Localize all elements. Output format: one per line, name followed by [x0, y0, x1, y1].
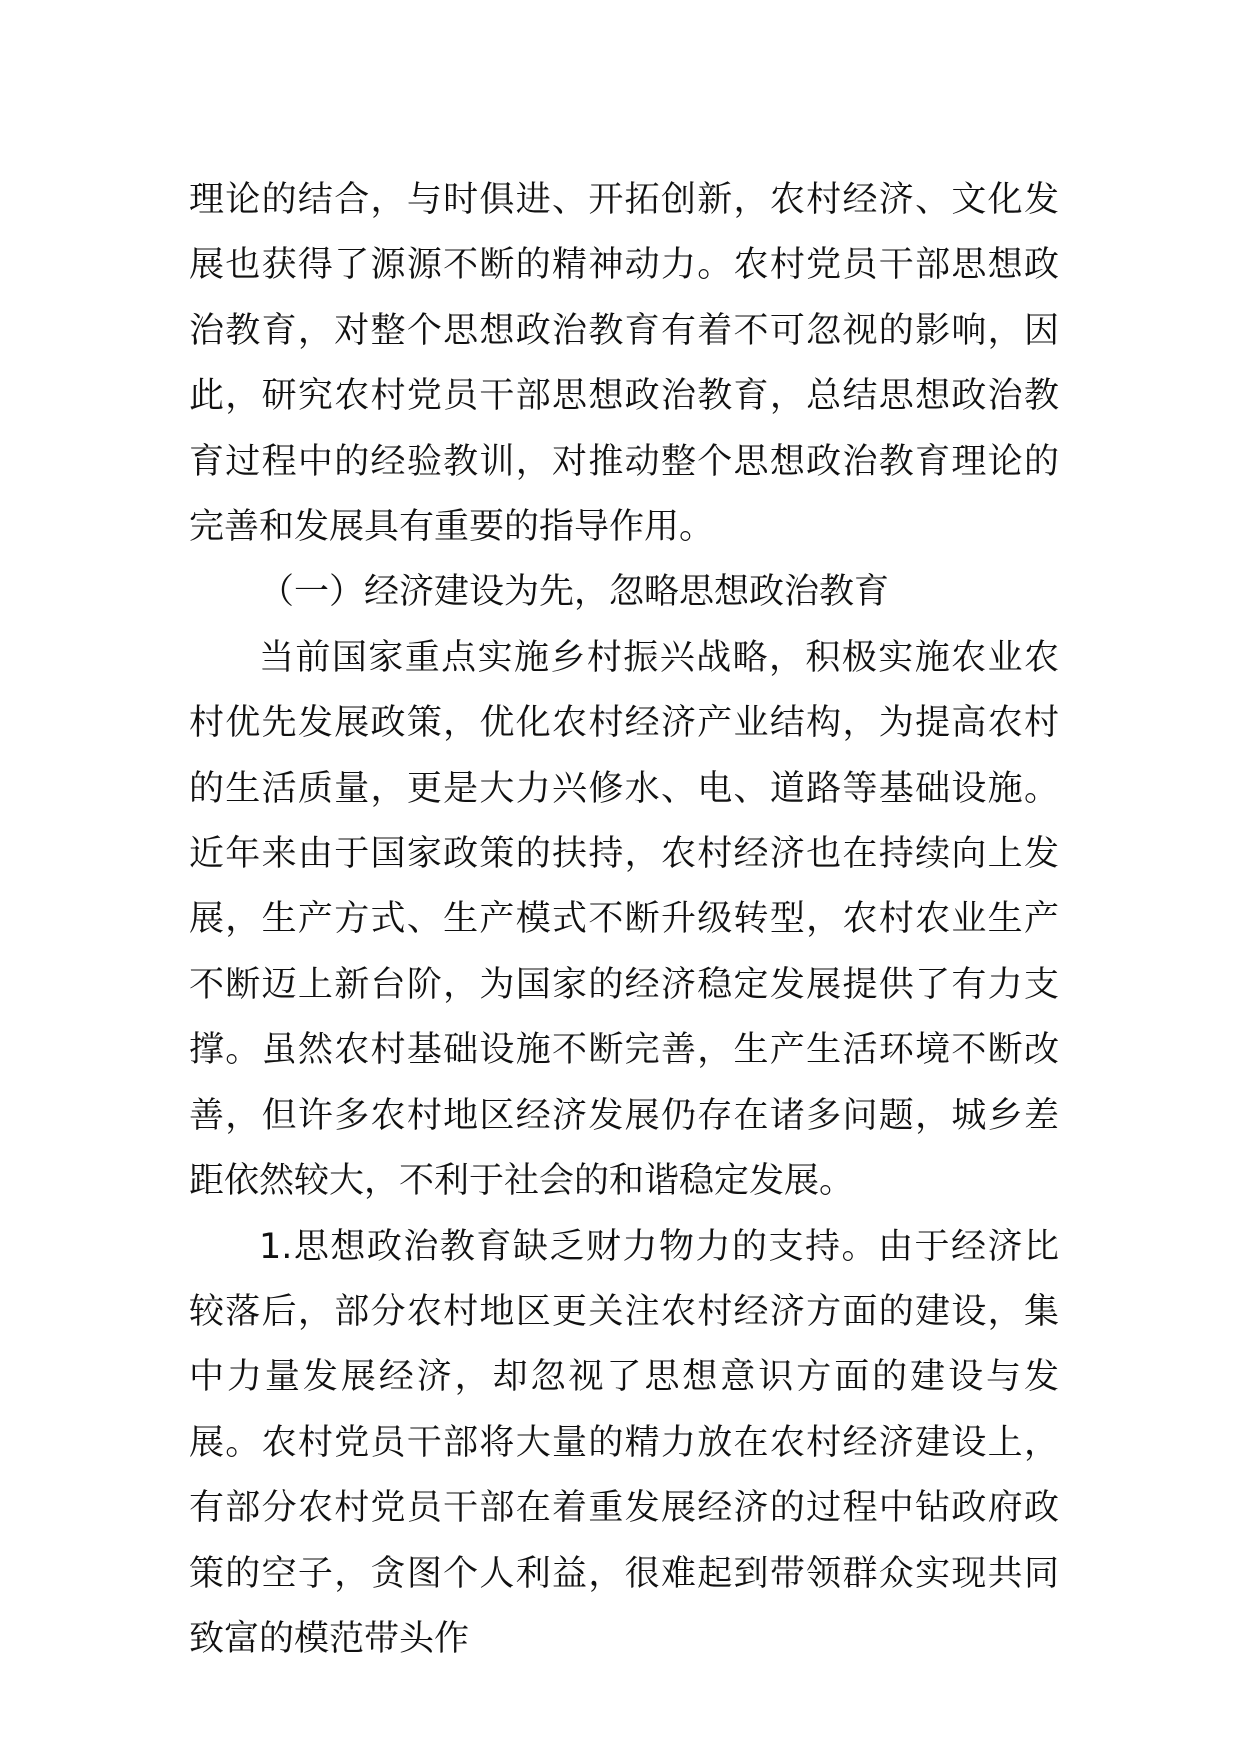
- document-body: [189, 168, 1059, 1672]
- section-heading-1: （一）经济建设为先，忽略思想政治教育: [259, 572, 890, 613]
- paragraph-intro-continuation: 理论的结合，与时俱进、开拓创新，农村经济、文化发展也获得了源源不断的精神动力。农村党员干部思想政治教育，对整个思想政治教育有着不可忽视的影响，因此，研究农村党员干部思想政治教育，总结思想政治教育过程中的经验教训，对推动整个思想政治教育理论的完善和发展具有重要的指导作用。: [189, 180, 1059, 548]
- paragraph-rural-development: 当前国家重点实施乡村振兴战略，积极实施农业农村优先发展政策，优化农村经济产业结构，为提高农村的生活质量，更是大力兴修水、电、道路等基础设施。近年来由于国家政策的扶持，农村经济也在持续向上发展，生产方式、生产模式不断升级转型，农村农业生产不断迈上新台阶，为国家的经济稳定发展提供了有力支撑。虽然农村基础设施不断完善，生产生活环境不断改善，但许多农村地区经济发展仍存在诸多问题，城乡差距依然较大，不利于社会的和谐稳定发展。: [189, 637, 1059, 1202]
- paragraph-point-1: 1.思想政治教育缺乏财力物力的支持。由于经济比较落后，部分农村地区更关注农村经济方面的建设，集中力量发展经济，却忽视了思想意识方面的建设与发展。农村党员干部将大量的精力放在农村经济建设上，有部分农村党员干部在着重发展经济的过程中钻政府政策的空子，贪图个人利益，很难起到带领群众实现共同致富的模范带头作: [189, 1226, 1059, 1659]
